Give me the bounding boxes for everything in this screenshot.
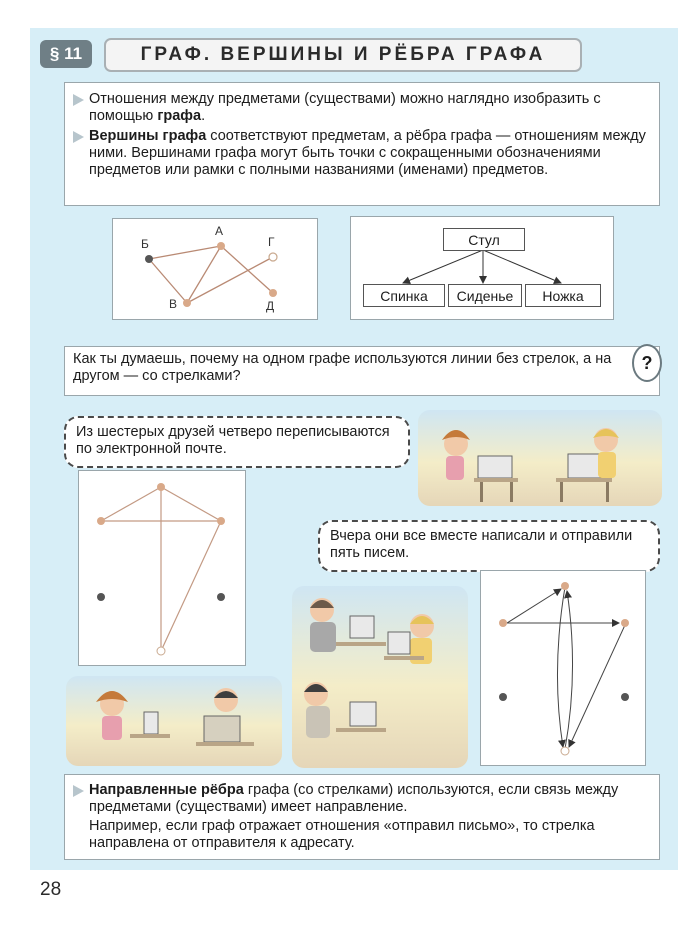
illustration-kids-at-computers-1: [418, 410, 662, 506]
directed-edges-text-1: графа (со стрелками) используются, если связь между предметами (существами) имеет направление.: [89, 782, 619, 815]
friends-edge-5: [161, 521, 221, 651]
letter-arrow-5: [569, 625, 625, 747]
label-b: Б: [141, 237, 149, 251]
tree-edge-spinka: [403, 250, 483, 283]
letter-arrow-3: [557, 587, 565, 747]
letters-vertex-2: [499, 619, 507, 627]
tree-child-box-3: [525, 284, 601, 307]
letters-graph-panel: [480, 570, 646, 766]
friends-vertex-4: [157, 647, 165, 655]
question-mark-icon: [632, 344, 662, 382]
friends-edge-1: [101, 487, 161, 521]
label-a: А: [215, 224, 224, 238]
letters-note-text: Вчера они все вместе написали и отправили пять писем.: [330, 528, 633, 561]
label-g: Г: [268, 235, 275, 249]
vertex-g: [269, 253, 277, 261]
illustration-svg-2: [292, 586, 468, 768]
tree-root-label: Стул: [468, 231, 500, 248]
definition-p1-text: Отношения между предметами (существами) можно наглядно изобразить с помощью: [89, 91, 601, 124]
friends-graph-panel: [78, 470, 246, 666]
letters-vertex-1: [561, 582, 569, 590]
friends-note-box: [64, 416, 410, 468]
question-text: Как ты думаешь, почему на одном графе используются линии без стрелок, а на другом — со стрелками?: [73, 351, 612, 384]
illustration-svg-1: [418, 410, 662, 506]
vertex-b: [145, 255, 153, 263]
friends-graph-svg: [79, 471, 247, 667]
friends-vertex-1: [157, 483, 165, 491]
friends-edge-2: [161, 487, 221, 521]
directed-edges-example: Например, если граф отражает отношения «отправил письмо», то стрелка направлена от отправителя к адресату.: [89, 818, 595, 851]
definition-p2-bold: Вершины графа: [89, 128, 207, 144]
friends-vertex-2: [97, 517, 105, 525]
edge-b-a: [149, 246, 221, 259]
illustration-kids-at-computers-2: [292, 586, 468, 768]
letters-graph-svg: [481, 571, 647, 767]
definition-paragraph-2: [89, 128, 647, 179]
directed-edges-bold: Направленные рёбра: [89, 782, 244, 798]
letter-arrow-4: [565, 591, 573, 749]
directed-edges-box: [64, 774, 660, 860]
letter-arrow-1: [507, 589, 561, 623]
definition-p1-end: .: [201, 108, 206, 124]
letters-vertex-6: [621, 693, 629, 701]
tree-child-label-2: Сиденье: [456, 287, 514, 304]
letters-note-box: [318, 520, 660, 572]
vertex-d: [269, 289, 277, 297]
page-title: [104, 38, 582, 72]
friends-vertex-3: [217, 517, 225, 525]
question-mark: ?: [641, 352, 653, 373]
edge-g-v: [187, 257, 273, 303]
tree-graph-panel: [350, 216, 614, 320]
page-number: 28: [40, 879, 62, 900]
page-title-text: ГРАФ. ВЕРШИНЫ И РЁБРА ГРАФА: [140, 44, 546, 65]
directed-edges-paragraph: [89, 782, 649, 815]
vertex-a: [217, 242, 225, 250]
edge-b-v: [149, 259, 187, 303]
definition-p1-bold: графа: [157, 108, 202, 124]
tree-root-box: [443, 228, 525, 251]
tree-edge-nozhka: [483, 250, 561, 283]
friends-vertex-6: [217, 593, 225, 601]
letters-vertex-3: [621, 619, 629, 627]
definition-box: [64, 82, 660, 206]
letter-graph-panel: [112, 218, 318, 320]
section-badge: [40, 40, 92, 68]
edge-a-d: [221, 246, 273, 293]
label-v: В: [169, 297, 178, 311]
label-d: Д: [266, 299, 275, 313]
tree-child-box-2: [448, 284, 522, 307]
friends-note-text: Из шестерых друзей четверо переписываются по электронной почте.: [76, 424, 390, 457]
question-box: [64, 346, 660, 396]
tree-child-label-1: Спинка: [380, 287, 428, 304]
definition-p2-text: соответствуют предметам, а рёбра графа — отношениям между ними. Вершинами графа могут быть точки с сокращенными обозначениями предметов или рамки с полными названиями (именами) предметов.: [89, 128, 646, 178]
illustration-kids-at-computers-3: [66, 676, 282, 766]
tree-child-box-1: [363, 284, 445, 307]
friends-vertex-5: [97, 593, 105, 601]
section-label: § 11: [49, 44, 83, 63]
vertex-v: [183, 299, 191, 307]
definition-paragraph-1: [89, 91, 647, 125]
tree-child-label-3: Ножка: [542, 287, 584, 304]
letters-vertex-5: [499, 693, 507, 701]
letters-vertex-4: [561, 747, 569, 755]
illustration-svg-3: [66, 676, 282, 766]
